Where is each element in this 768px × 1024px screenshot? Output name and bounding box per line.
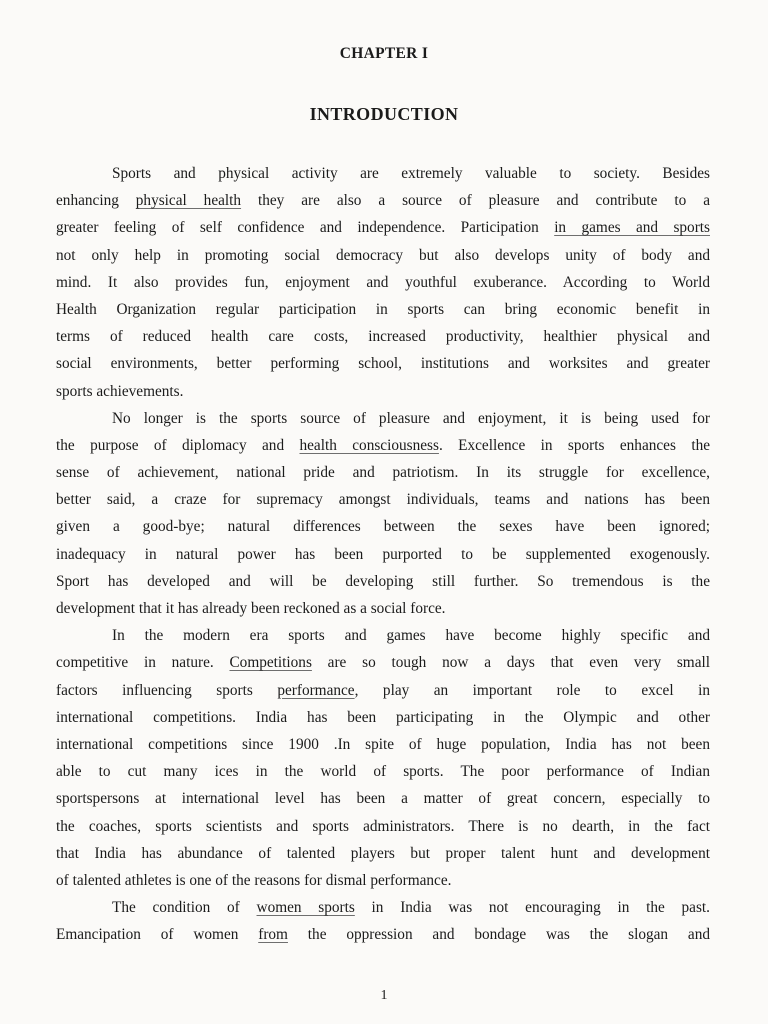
underlined-phrase: Competitions xyxy=(229,654,312,672)
body-text xyxy=(56,160,710,948)
underlined-phrase: physical health xyxy=(135,192,242,210)
text-line: greater feeling of self confidence and independence. Participation in games and sports xyxy=(56,219,710,237)
text-line: sportspersons at international level has been a matter of great concern, especially to xyxy=(56,790,710,808)
text-line: enhancing physical health they are also a source of pleasure and contribute to a xyxy=(56,192,710,210)
text-line: international competitions since 1900 .In spite of huge population, India has not been xyxy=(56,735,710,753)
text-line: international competitions. India has been participating in the Olympic and other xyxy=(56,708,710,726)
underlined-phrase: in games and sports xyxy=(554,219,710,237)
text-line: factors influencing sports performance, play an important role to excel in xyxy=(56,681,710,699)
text-line: of talented athletes is one of the reasons for dismal performance. xyxy=(56,871,452,889)
underlined-phrase: from xyxy=(258,926,288,944)
text-line: Emancipation of women from the oppression and bondage was the slogan and xyxy=(56,926,710,944)
text-line: The condition of women sports in India was not encouraging in the past. xyxy=(112,899,711,917)
page-number: 1 xyxy=(380,988,388,1003)
text-line: not only help in promoting social democracy but also develops unity of body and xyxy=(56,246,710,264)
page-title: INTRODUCTION xyxy=(309,104,459,124)
text-line: sense of achievement, national pride and patriotism. In its struggle for excellence, xyxy=(56,464,710,482)
text-line: mind. It also provides fun, enjoyment and youthful exuberance. According to World xyxy=(56,273,710,291)
text-line: the coaches, sports scientists and sports administrators. There is no dearth, in the fact xyxy=(56,817,710,835)
text-line: Sports and physical activity are extremely valuable to society. Besides xyxy=(112,165,710,182)
text-line: Health Organization regular participation in sports can bring economic benefit in xyxy=(56,300,710,318)
text-line: social environments, better performing school, institutions and worksites and greater xyxy=(56,355,710,373)
text-line: development that it has already been reckoned as a social force. xyxy=(56,600,446,617)
text-line: the purpose of diplomacy and health consciousness. Excellence in sports enhances the xyxy=(56,436,711,454)
underlined-phrase: performance xyxy=(277,681,355,699)
text-line: inadequacy in natural power has been purported to be supplemented exogenously. xyxy=(56,545,710,563)
text-line: given a good-bye; natural differences between the sexes have been ignored; xyxy=(56,518,710,536)
text-line: able to cut many ices in the world of sports. The poor performance of Indian xyxy=(56,763,710,781)
underlined-phrase: women sports xyxy=(256,899,355,917)
text-line: better said, a craze for supremacy amongst individuals, teams and nations has been xyxy=(56,491,710,509)
chapter-heading: CHAPTER I xyxy=(339,45,429,62)
text-line: competitive in nature. Competitions are so tough now a days that even very small xyxy=(56,654,710,672)
underlined-phrase: health consciousness xyxy=(299,436,439,454)
text-line: that India has abundance of talented players but proper talent hunt and development xyxy=(56,844,710,862)
text-line: terms of reduced health care costs, increased productivity, healthier physical and xyxy=(56,328,710,346)
text-line: In the modern era sports and games have become highly specific and xyxy=(112,627,710,645)
text-line: sports achievements. xyxy=(56,382,184,400)
text-line: Sport has developed and will be developing still further. So tremendous is the xyxy=(56,572,710,590)
text-line: No longer is the sports source of pleasure and enjoyment, it is being used for xyxy=(112,409,710,427)
